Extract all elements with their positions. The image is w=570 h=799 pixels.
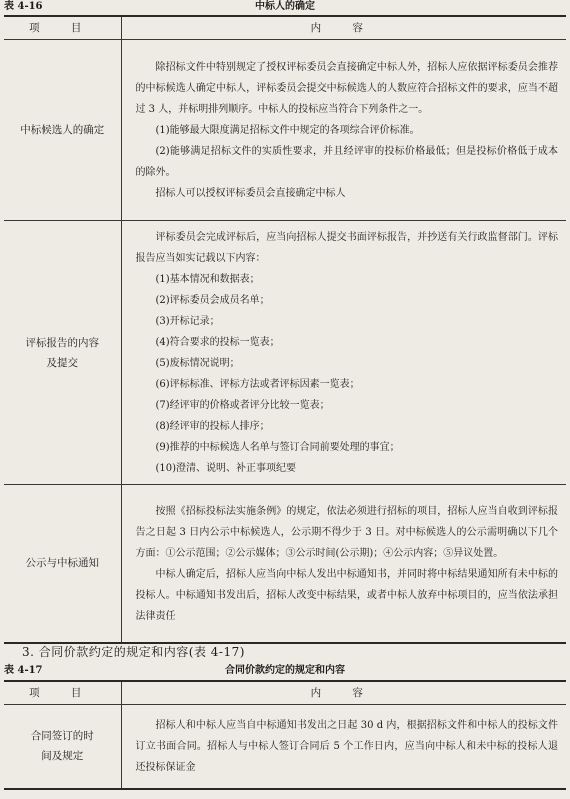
paragraph: (7)经评审的价格或者评分比较一览表；	[155, 400, 330, 411]
paragraph: (2)能够满足招标文件的实质性要求，并且经评审的投标价格最低；但是投标价格低于成本的除外。	[135, 146, 558, 178]
paragraph: 除招标文件中特别规定了授权评标委员会直接确定中标人外，招标人应依据评标委员会推荐的中标候选人确定中标人，评标委员会提交中标候选人的人数应符合招标文件的要求，应当不超过 3 人，并标明排列顺序。中标人的投标应当符合下列条件之一。	[135, 62, 558, 115]
paragraph: (3)开标记录；	[155, 316, 220, 327]
row-item-label: 评标报告的内容及提交	[4, 221, 121, 485]
paragraph: (2)评标委员会成员名单；	[155, 295, 270, 306]
paragraph: (10)澄清、说明、补正事项纪要	[155, 463, 297, 474]
paragraph: 评标委员会完成评标后，应当向招标人提交书面评标报告，并抄送有关行政监督部门。评标报告应当如实记载以下内容：	[135, 232, 558, 264]
paragraph: (4)符合要求的投标一览表；	[155, 337, 280, 348]
table-title: 合同价款约定的规定和内容	[225, 665, 345, 676]
table-4-16	[4, 15, 566, 644]
table-row	[4, 485, 566, 643]
row-item-label: 合同签订的时间及规定	[4, 705, 121, 789]
row-item-label: 公示与中标通知	[4, 485, 121, 643]
column-header-content: 内 容	[121, 16, 566, 40]
column-header-item: 项 目	[4, 16, 121, 40]
row-content	[121, 705, 566, 789]
table-4-17	[4, 680, 566, 790]
table-row	[4, 705, 566, 789]
table-caption-4-16	[4, 0, 566, 14]
paragraph: 招标人可以授权评标委员会直接确定中标人	[155, 188, 346, 199]
column-header-content: 内 容	[121, 681, 566, 705]
paragraph: 中标人确定后，招标人应当向中标人发出中标通知书，并同时将中标结果通知所有未中标的投标人。中标通知书发出后，招标人改变中标结果，或者中标人放弃中标项目的，应当依法承担法律责任	[135, 568, 558, 622]
table-number: 表 4-16	[4, 1, 43, 12]
section-heading: 3. 合同价款约定的规定和内容(表 4-17)	[22, 645, 245, 659]
row-content	[121, 221, 566, 485]
table-header-row	[4, 681, 566, 705]
paragraph: (5)废标情况说明；	[155, 358, 240, 369]
table-header-row	[4, 16, 566, 40]
row-content	[121, 40, 566, 221]
paragraph: (1)能够最大限度满足招标文件中规定的各项综合评价标准。	[155, 125, 420, 136]
paragraph: (6)评标标准、评标方法或者评标因素一览表；	[155, 379, 360, 390]
column-header-item: 项 目	[4, 681, 121, 705]
table-row	[4, 40, 566, 221]
table-title: 中标人的确定	[255, 1, 315, 12]
paragraph: (9)推荐的中标候选人名单与签订合同前要处理的事宜；	[155, 442, 400, 453]
table-row	[4, 221, 566, 485]
table-caption-4-17	[4, 664, 566, 678]
table-number: 表 4-17	[4, 665, 43, 676]
row-item-label: 中标候选人的确定	[4, 40, 121, 221]
paragraph: (1)基本情况和数据表；	[155, 274, 260, 285]
paragraph: 招标人和中标人应当自中标通知书发出之日起 30 d 内，根据招标文件和中标人的投标文件订立书面合同。招标人与中标人签订合同后 5 个工作日内，应当向中标人和未中标的投标人退还投标保证金	[135, 720, 558, 774]
paragraph: (8)经评审的投标人排序；	[155, 421, 270, 432]
row-content	[121, 485, 566, 643]
paragraph: 按照《招标投标法实施条例》的规定，依法必须进行招标的项目，招标人应当自收到评标报告之日起 3 日内公示中标候选人，公示期不得少于 3 日。对中标候选人的公示需明确以下几个方面：①公示范围；②公示媒体；③公示时间(公示期)；④公示内容；⑤异议处置。	[135, 505, 558, 559]
